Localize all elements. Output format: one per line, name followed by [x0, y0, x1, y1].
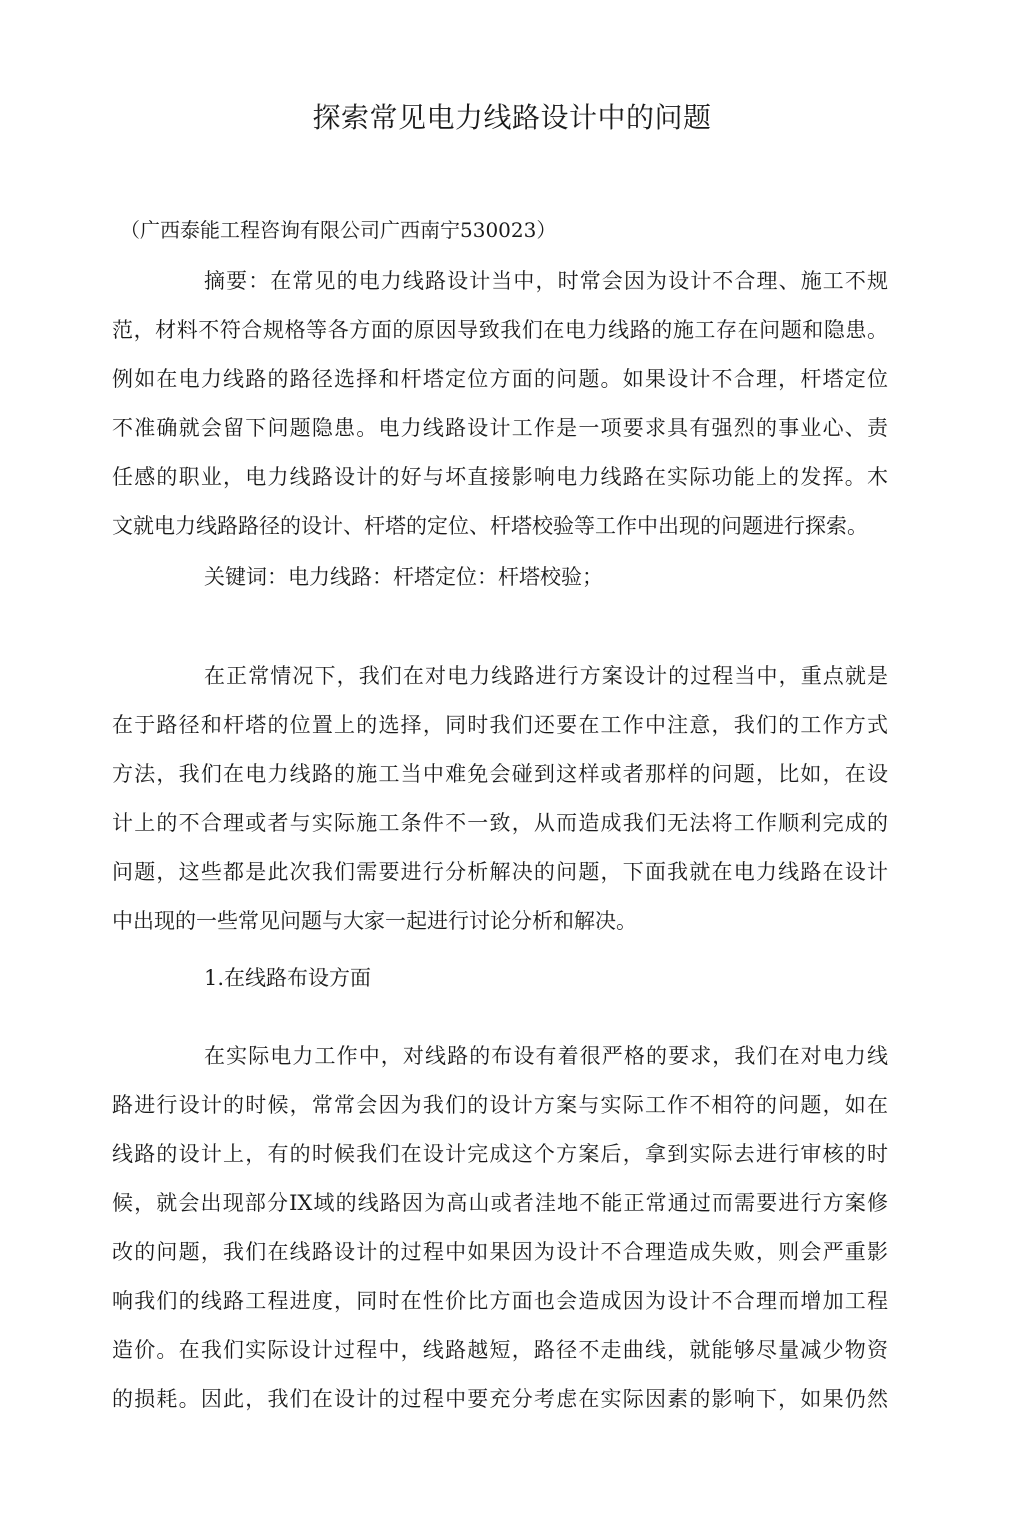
abstract-line: 例如在电力线路的路径选择和杆塔定位方面的问题。如果设计不合理，杆塔定位	[112, 367, 888, 391]
abstract-line: 文就电力线路路径的设计、杆塔的定位、杆塔校验等工作中出现的问题进行探索。	[112, 514, 868, 538]
abstract-line: 不准确就会留下问题隐患。电力线路设计工作是一项要求具有强烈的事业心、责	[112, 416, 888, 440]
paragraph-line: 中出现的一些常见问题与大家一起进行讨论分析和解决。	[112, 909, 637, 933]
keywords-text: 关键词：电力线路：杆塔定位：杆塔校验；	[204, 565, 603, 589]
section-heading-block	[112, 954, 888, 1003]
paragraph-line: 的损耗。因此，我们在设计的过程中要充分考虑在实际因素的影响下，如果仍然	[112, 1387, 888, 1411]
paragraph-line: 在正常情况下，我们在对电力线路进行方案设计的过程当中，重点就是	[204, 664, 888, 688]
paragraph-line: 计上的不合理或者与实际施工条件不一致，从而造成我们无法将工作顺利完成的	[112, 811, 888, 835]
paragraph-line: 改的问题，我们在线路设计的过程中如果因为设计不合理造成失败，则会严重影	[112, 1240, 888, 1264]
paragraph-line: 响我们的线路工程进度，同时在性价比方面也会造成因为设计不合理而增加工程	[112, 1289, 888, 1313]
paragraph-line: 在实际电力工作中，对线路的布设有着很严格的要求，我们在对电力线	[204, 1044, 888, 1068]
document-title: 探索常见电力线路设计中的问题	[312, 101, 712, 134]
author-affiliation: （广西泰能工程咨询有限公司广西南宁530023）	[120, 218, 557, 242]
paragraph-line: 方法，我们在电力线路的施工当中难免会碰到这样或者那样的问题，比如，在设	[112, 762, 888, 786]
paragraph-line: 问题，这些都是此次我们需要进行分析解决的问题，下面我就在电力线路在设计	[112, 860, 888, 884]
body-paragraph-intro	[112, 652, 888, 946]
paragraph-line: 线路的设计上，有的时候我们在设计完成这个方案后，拿到实际去进行审核的时	[112, 1142, 888, 1166]
paragraph-line: 造价。在我们实际设计过程中，线路越短，路径不走曲线，就能够尽量减少物资	[112, 1338, 888, 1362]
paragraph-line: 在于路径和杆塔的位置上的选择，同时我们还要在工作中注意，我们的工作方式	[112, 713, 888, 737]
abstract-line: 任感的职业，电力线路设计的好与坏直接影响电力线路在实际功能上的发挥。木	[112, 465, 888, 489]
paragraph-line: 路进行设计的时候，常常会因为我们的设计方案与实际工作不相符的问题，如在	[112, 1093, 888, 1117]
keywords-line-block	[112, 553, 888, 602]
abstract-line: 范，材料不符合规格等各方面的原因导致我们在电力线路的施工存在问题和隐患。	[112, 318, 888, 342]
abstract-line: 摘要：在常见的电力线路设计当中，时常会因为设计不合理、施工不规	[204, 269, 888, 293]
body-paragraph-section1	[112, 1032, 888, 1424]
paragraph-line: 候，就会出现部分IX域的线路因为高山或者洼地不能正常通过而需要进行方案修	[112, 1191, 888, 1215]
abstract-paragraph	[112, 257, 888, 551]
section-heading: 1.在线路布设方面	[204, 966, 372, 990]
